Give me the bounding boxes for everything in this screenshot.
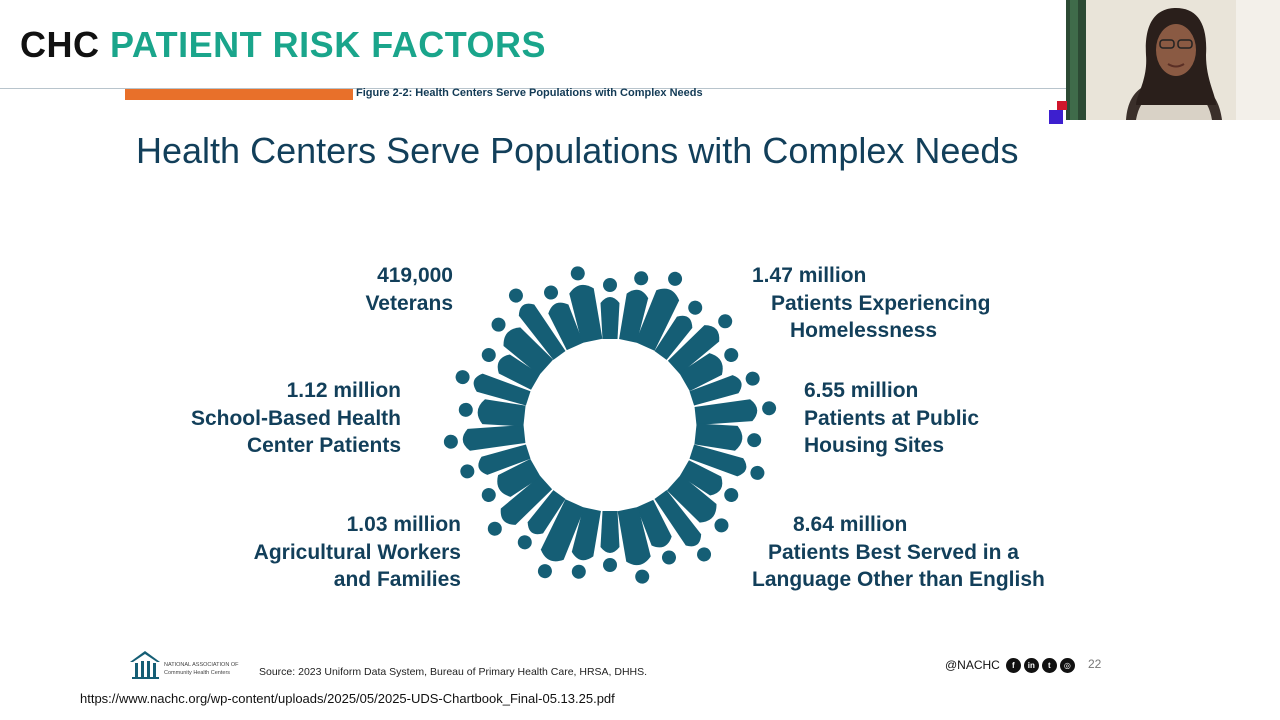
nachc-logo bbox=[128, 648, 248, 680]
source-url[interactable]: https://www.nachc.org/wp-content/uploads/2025/05/2025-UDS-Chartbook_Final-05.13.25.pdf bbox=[80, 691, 615, 706]
stat-value: 8.64 million bbox=[793, 513, 908, 536]
stat-value: 1.47 million bbox=[752, 264, 867, 287]
stat-label: Homelessness bbox=[790, 319, 938, 342]
instagram-icon[interactable]: ◎ bbox=[1060, 658, 1075, 673]
stat-value: 6.55 million bbox=[804, 379, 919, 402]
decorative-square-purple bbox=[1049, 110, 1063, 124]
stat-label: School-Based Health bbox=[190, 406, 401, 430]
figure-caption: Figure 2-2: Health Centers Serve Populations with Complex Needs bbox=[356, 87, 703, 99]
stat-value: 419,000 bbox=[377, 264, 453, 287]
stat-label: Patients Best Served in a bbox=[768, 540, 1019, 564]
stat-value: 1.03 million bbox=[346, 513, 461, 536]
social-bar bbox=[945, 655, 1075, 675]
stat-school-based bbox=[191, 377, 401, 460]
slide-title-accent: PATIENT RISK FACTORS bbox=[110, 24, 547, 65]
stat-language bbox=[752, 511, 1045, 594]
stat-label: Patients at Public bbox=[804, 406, 980, 430]
people-ring-graphic bbox=[430, 240, 790, 605]
twitter-icon[interactable]: t bbox=[1042, 658, 1057, 673]
orange-accent-bar bbox=[125, 89, 353, 100]
page-number: 22 bbox=[1088, 657, 1102, 671]
twitter-handle: @NACHC bbox=[945, 658, 1000, 672]
linkedin-icon[interactable]: in bbox=[1024, 658, 1039, 673]
stat-label: Veterans bbox=[365, 291, 453, 315]
stat-value: 1.12 million bbox=[286, 379, 401, 402]
person-silhouette bbox=[601, 511, 620, 572]
stat-label: Patients Experiencing bbox=[771, 291, 991, 315]
stat-label: Housing Sites bbox=[804, 434, 945, 457]
stat-label: Agricultural Workers bbox=[253, 540, 461, 564]
stat-label: Language Other than English bbox=[752, 568, 1045, 591]
presenter-video[interactable] bbox=[1066, 0, 1280, 120]
slide-title-prefix: CHC bbox=[20, 24, 100, 65]
stat-public-housing bbox=[804, 377, 979, 460]
presenter-image bbox=[1066, 0, 1280, 120]
logo-text-line2: Community Health Centers bbox=[164, 670, 231, 676]
logo-text-line1: NATIONAL ASSOCIATION OF bbox=[164, 662, 239, 668]
slide-heading: Health Centers Serve Populations with Complex Needs bbox=[136, 130, 1019, 171]
person-silhouette bbox=[601, 278, 620, 339]
stat-label: and Families bbox=[333, 568, 461, 591]
slide-title bbox=[20, 24, 546, 66]
decorative-square-red bbox=[1057, 101, 1067, 110]
facebook-icon[interactable]: f bbox=[1006, 658, 1021, 673]
stat-label: Center Patients bbox=[246, 434, 401, 457]
source-citation: Source: 2023 Uniform Data System, Bureau of Primary Health Care, HRSA, DHHS. bbox=[259, 666, 648, 678]
